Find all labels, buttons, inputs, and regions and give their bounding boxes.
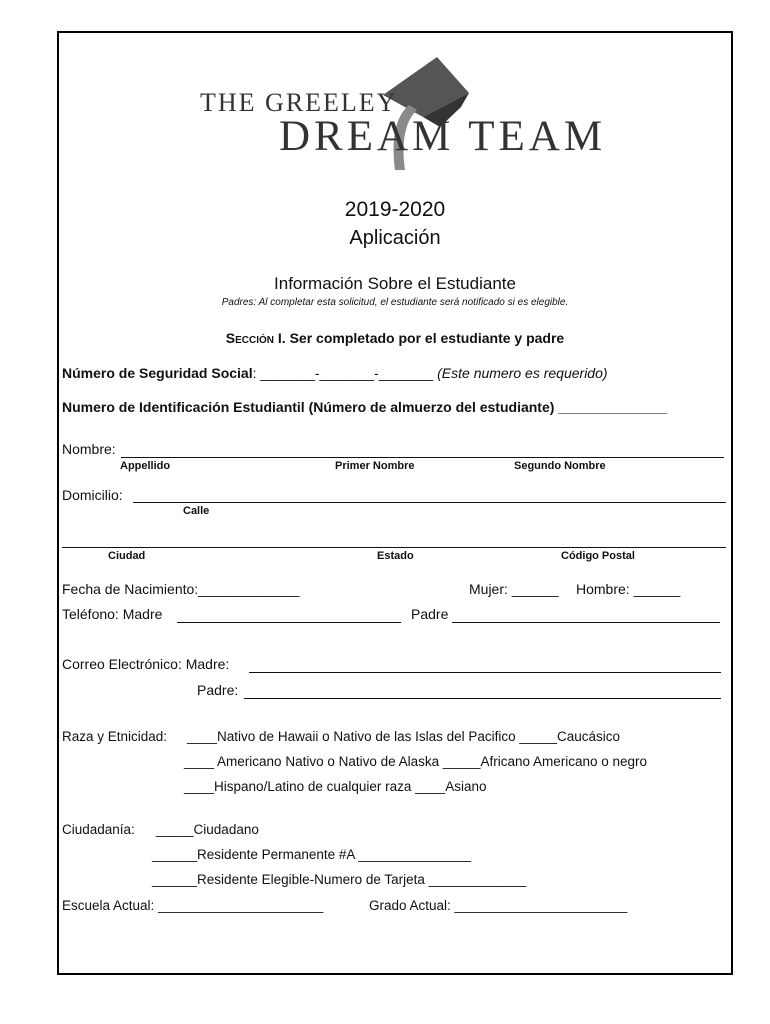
- email-father-input[interactable]: [244, 698, 721, 699]
- section-1-text: I. Ser completado por el estudiante y padre: [277, 330, 565, 346]
- school-field[interactable]: Escuela Actual: ______________________: [62, 898, 324, 913]
- student-id-field[interactable]: Numero de Identificación Estudiantil (Número de almuerzo del estudiante) ______________: [62, 399, 668, 415]
- male-field[interactable]: Hombre: ______: [576, 581, 681, 597]
- ssn-note: (Este numero es requerido): [437, 365, 608, 381]
- race-option-3[interactable]: ____Hispano/Latino de cualquier raza ____Asiano: [184, 779, 487, 794]
- name-sub-middle: Segundo Nombre: [514, 460, 606, 472]
- email-mother-input[interactable]: [249, 672, 721, 673]
- name-label: Nombre:: [62, 441, 116, 457]
- subtitle: Aplicación: [349, 227, 441, 249]
- phone-mother-label: Teléfono: Madre: [62, 606, 163, 622]
- race-option-1[interactable]: ____Nativo de Hawaii o Nativo de las Islas del Pacifico _____Caucásico: [187, 729, 620, 744]
- race-option-2[interactable]: ____ Americano Nativo o Nativo de Alaska _____Africano Americano o negro: [184, 754, 648, 769]
- year: 2019-2020: [344, 198, 446, 221]
- address-sub-zip: Código Postal: [561, 550, 635, 562]
- address-city-input[interactable]: [62, 547, 726, 548]
- name-sub-first: Primer Nombre: [335, 460, 415, 472]
- section-heading: Información Sobre el Estudiante: [274, 274, 516, 293]
- race-label: Raza y Etnicidad:: [62, 729, 168, 744]
- name-sub-last: Appellido: [120, 460, 171, 472]
- dob-field[interactable]: Fecha de Nacimiento:_____________: [62, 581, 300, 597]
- section-1-prefix: Sección: [225, 330, 275, 346]
- ssn-input[interactable]: : _______-_______-_______: [252, 365, 438, 381]
- address-sub-state: Estado: [377, 550, 414, 562]
- phone-mother-input[interactable]: [177, 622, 401, 623]
- ssn-row: [62, 365, 608, 381]
- address-label: Domicilio:: [62, 487, 123, 503]
- phone-father-label: Padre: [411, 606, 449, 622]
- grade-field[interactable]: Grado Actual: _______________________: [369, 898, 628, 913]
- phone-father-input[interactable]: [452, 622, 720, 623]
- address-street-input[interactable]: [133, 502, 726, 503]
- address-sub-city: Ciudad: [108, 550, 146, 562]
- citizenship-label: Ciudadanía:: [62, 822, 135, 837]
- parents-note: Padres: Al completar esta solicitud, el estudiante será notificado si es elegible.: [221, 297, 569, 308]
- citizenship-option-3[interactable]: ______Residente Elegible-Numero de Tarjeta _____________: [152, 872, 527, 887]
- ssn-label: Número de Seguridad Social: [62, 365, 253, 381]
- citizenship-option-1[interactable]: _____Ciudadano: [156, 822, 259, 837]
- section-1-title: [57, 330, 733, 346]
- address-sub-street: Calle: [183, 505, 210, 517]
- logo-line-2: DREAM TEAM: [279, 113, 607, 160]
- citizenship-option-2[interactable]: ______Residente Permanente #A _______________: [152, 847, 472, 862]
- name-input[interactable]: [121, 457, 724, 458]
- female-field[interactable]: Mujer: ______: [469, 581, 559, 597]
- email-mother-label: Correo Electrónico: Madre:: [62, 656, 230, 672]
- email-father-label: Padre:: [197, 682, 239, 698]
- logo-line-1: THE GREELEY: [200, 88, 398, 117]
